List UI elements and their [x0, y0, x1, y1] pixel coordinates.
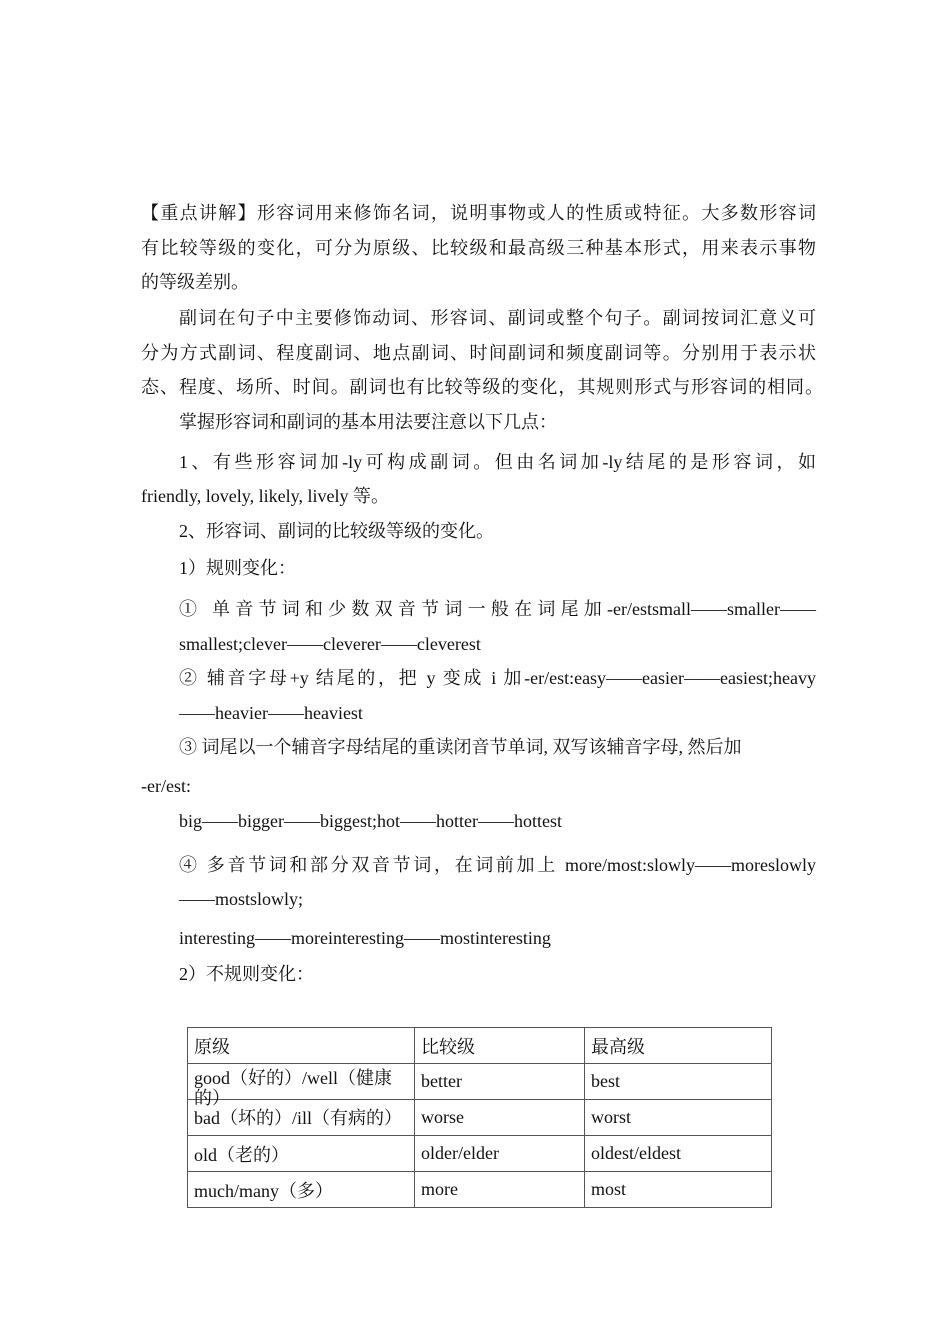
table-row [188, 1172, 772, 1208]
intro-line-1: 【重点讲解】形容词用来修饰名词，说明事物或人的性质或特征。大多数形容词 [141, 203, 816, 223]
rule4-line-2: ——mostslowly; [179, 889, 304, 909]
superlative-cell: oldest/eldest [585, 1136, 772, 1172]
superlative-cell: worst [585, 1100, 772, 1136]
rule1-line-2: smallest;clever——cleverer——cleverest [179, 634, 481, 654]
superlative-cell: best [585, 1064, 772, 1100]
positive-text: bad（坏的）/ill（有病的） [194, 1107, 402, 1128]
comparative-cell: older/elder [415, 1136, 585, 1172]
superlative-cell: most [585, 1172, 772, 1208]
positive-cell [188, 1064, 415, 1108]
positive-cell: old（老的） [188, 1136, 415, 1172]
adverbs-line-2: 分为方式副词、程度副词、地点副词、时间副词和频度副词等。分别用于表示状 [141, 343, 816, 363]
intro-line-2: 有比较等级的变化，可分为原级、比较级和最高级三种基本形式，用来表示事物 [141, 238, 816, 258]
irregular-forms-table [187, 1027, 772, 1208]
table-header-row [188, 1028, 772, 1064]
adverbs-line-3: 态、程度、场所、时间。副词也有比较等级的变化，其规则形式与形容词的相同。 [141, 377, 823, 397]
point1-line-2: friendly, lovely, likely, lively 等。 [141, 486, 389, 506]
irregular-heading: 2）不规则变化： [179, 964, 314, 984]
rule3-line-1: ③ 词尾以一个辅音字母结尾的重读闭音节单词, 双写该辅音字母, 然后加 [179, 737, 742, 757]
rule3-line-2: -er/est: [141, 776, 191, 796]
comparative-cell: better [415, 1064, 585, 1100]
table-row [188, 1100, 772, 1136]
adverbs-line-1: 副词在句子中主要修饰动词、形容词、副词或整个句子。副词按词汇意义可 [179, 308, 816, 328]
positive-cell: much/many（多） [188, 1172, 415, 1208]
rule4-line-1: ④ 多音节词和部分双音节词，在词前加上 more/most:slowly——moreslowly [179, 855, 816, 875]
rule3-line-3: big——bigger——biggest;hot——hotter——hottest [179, 811, 562, 831]
notice-line: 掌握形容词和副词的基本用法要注意以下几点： [179, 412, 557, 432]
rule1-line-1: ① 单音节词和少数双音节词一般在词尾加-er/estsmall——smaller—— [179, 599, 816, 619]
rule2-line-1: ② 辅音字母+y 结尾的，把 y 变成 i 加-er/est:easy——easier——easiest;heavy [179, 668, 816, 688]
comparative-cell: worse [415, 1100, 585, 1136]
rule2-line-2: ——heavier——heaviest [179, 703, 363, 723]
table-row [188, 1136, 772, 1172]
point1-line-1: 1、有些形容词加-ly可构成副词。但由名词加-ly结尾的是形容词，如 [179, 452, 816, 472]
intro-line-3: 的等级差别。 [141, 272, 249, 292]
positive-text: good（好的）/well（健康的） [194, 1067, 392, 1108]
header-positive: 原级 [188, 1028, 415, 1064]
point2-line: 2、形容词、副词的比较级等级的变化。 [179, 521, 494, 541]
table-row [188, 1064, 772, 1100]
comparative-cell: more [415, 1172, 585, 1208]
header-superlative: 最高级 [585, 1028, 772, 1064]
rule4-line-3: interesting——moreinteresting——mostinteresting [179, 928, 551, 948]
header-comparative: 比较级 [415, 1028, 585, 1064]
regular-heading: 1）规则变化： [179, 558, 296, 578]
